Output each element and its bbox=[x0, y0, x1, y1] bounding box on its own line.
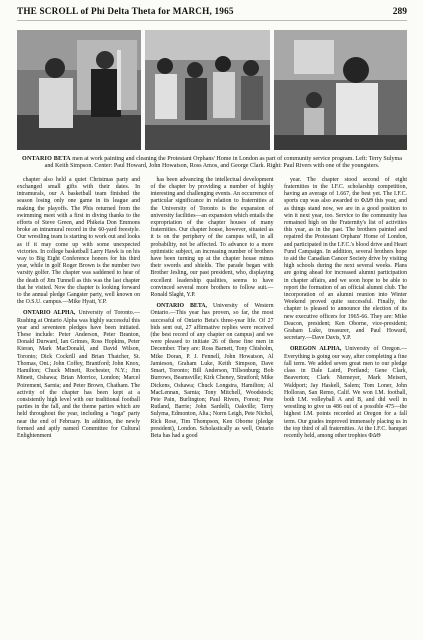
paragraph bbox=[284, 177, 407, 343]
caption-text: men at work painting and cleaning the Protestant Orphans' Home in London as part of community service program. Left: Terry Sulyma and Keith Simpson. Center: Paul Howard, John Howatson, Ross Amos, and George Clark. Right: Paul Rivers with one of the youngsters. bbox=[44, 156, 402, 170]
paragraph bbox=[17, 177, 140, 307]
paragraph bbox=[151, 177, 274, 299]
article-columns bbox=[17, 177, 407, 440]
photo-caption bbox=[17, 156, 407, 171]
paragraph-text: chapter also held a quiet Christmas party and exchanged small gifts with their dates. In intramurals, our A basketball team finished the season losing only one game in its league and making the playoffs. The Phis returned from the swimming meet with a first in diving thanks to the efforts of Steve Green, and Phikeia Don Emmons broke an intramural record in the 60-yard freestyle. Our wrestling team is starting to work out and looks as if it may come up with some unexpected victories. In college basketball Larry Hawk is on his way to Big Eight Conference honors for his third year, while in golf Roger Brown is the number two varsity golfer. The chapter was saddened to hear of the death of Jim Tunnell as this was the last chapter that he visited. Now the chapter is looking forward to the annual pledge Gangster party, well known on the O.S.U. campus.—Mike Hyatt, Y.P. bbox=[17, 176, 140, 306]
photo-center-group bbox=[145, 30, 270, 150]
paragraph bbox=[151, 303, 274, 440]
paragraph-text: University of Toronto.—Rushing at Ontario Alpha was highly successful this year and seventeen pledges have been initiated. These include: Peter Anderson, Peter Branton, Donald Durward, Ian Grimes, Ross Hopkins, Peter Kieran, Mark MacDonald, and David Wilson, Toronto; Dick Cockrill and Brian Thatcher, St. Thomas, Ont.; John Coffey, Brantford; John Knox, Hamilton; Chuck Minett, Rochester, N.Y.; Jim Minett, Oshawa; Brian Morrice, London; Marcel Poirement, Sarnia; and Peter Brown, Chatham. The activity of the chapter has been kept at a consistently high level with our traditional football parties in the fall, and the theme parties which are held throughout the year, including a "toga" party near the end of February. In addition, the newly formed and aptly named Committee for Cultural Enlightenment bbox=[17, 310, 140, 439]
chapter-name: ONTARIO ALPHA, bbox=[23, 310, 76, 317]
page-header bbox=[17, 6, 407, 21]
photo-left-painting bbox=[17, 30, 141, 150]
paragraph-text: University of Oregon.—Everything is going our way, after completing a fine fall term. We added seven great men to our pledge class in Dale Laird, Portland; Gene Clark, Beaverton; Clark Niemeyer, Mark Meisert, Waldport; Jay Haskell, Salem; Tom Loner, John Holloran, San Remo, Calif. We won I.M. football, both I.M. volleyball A and B, and did well in wrestling to give us 486 out of a possible 475—the highest I.M. points recorded at Oregon for a fall term. Our grades improved immensely placing us in the top third of all fraternities. At the I.F.C. banquet recently held, among other trophies ΦΔΘ bbox=[284, 346, 407, 439]
paragraph-text: University of Western Ontario.—This year has proven, so far, the most successful of Ontario Beta's three-year life. Of 27 bids sent out, 27 affirmative replies were received (the best record of any chapter on campus) and we were pleased to initiate 26 of these fine men in December. They are: Ross Barnett, Tony Chisholm, Mike Doran, P. J. Fennell, John Howatson, Al Jamieson, Graham Luke, Keith Simpson, Dave Smart, Toronto; Bill Anderson, Tillsonburg; Bob Burrows, Beamsville; Kirk Cheney, Stratford; Mike Dickens, Oshawa; Chuck Longstra, Hamilton; Al MacLennan, Sarnia; Tony Mitchell, Woodstock; Pete Pain, Burlington; Paul Rivers, Forest; Pete Rutland, Barrie; John Sardelli, Oakville; Terry Sulyma, Edmonton, Alta.; Norm Leigh, Pete Nichol, Rick Rose, Tim Thompson, Ken Oborne (pledge president), London. Scholastically as well, Ontario Beta has had a good bbox=[150, 303, 274, 439]
running-title: THE SCROLL of Phi Delta Theta for MARCH, 1965 bbox=[17, 6, 234, 16]
paragraph bbox=[17, 310, 140, 440]
photo-right-youngster bbox=[274, 30, 407, 150]
column-left bbox=[17, 177, 140, 440]
paragraph-text: year. The chapter stood second of eight fraternities in the I.F.C. scholarship competition, having an average of 1.667, the best yet. The I.F.C. sports cup was also awarded to ΦΔΘ this year, and as things stand now, we are in a good position to win it next year, too. Service to the community has remained high on the Fraternity's list of activities this year, as in the past. The brothers painted and repaired the Protestant Orphans' Home of London, and participated in the I.F.C.'s blood drive and Heart Fund Campaign. In addition, several brothers hope to aid the Canadian Cancer Society drive by visiting high schools during the next several weeks. Plans are going ahead for increased alumni participation in chapter affairs, and we soon hope to be able to report the formation of an official alumni club. The incorporation of an alumni reunion into Winter Weekend proved quite successful. Finally, the chapter is pleased to announce the election of its new executive officers for 1965-66. They are: Mike Deacon, president; Ken Oborne, vice-president; Graham Luke, treasurer, and Paul Howard, secretary.—Dave Davis, Y.P. bbox=[284, 176, 407, 342]
chapter-name: OREGON ALPHA, bbox=[290, 346, 342, 353]
column-right bbox=[284, 177, 407, 440]
caption-lead: ONTARIO BETA bbox=[22, 156, 71, 162]
photo-strip bbox=[17, 30, 407, 150]
page-number: 289 bbox=[392, 7, 407, 17]
paragraph bbox=[284, 346, 407, 440]
paragraph-text: has been advancing the intellectual development of the chapter by providing a number of highly interesting and challenging events. An occurrence of particular significance in relation to fraternities at the University of Toronto is the expansion of university facilities—an expansion which entails the expropriation of the chapter houses of many fraternities. Our chapter house, however, situated as it is on the periphery of the campus will, in all probability, not be affected. To advance to a more optimistic subject, an increasing number of brothers have been turning up at the chapter house minus their swords and shields. The parade began with Brother Jesling, our past president, who, displaying excellent leadership qualities, seems to have convinced several more brothers to follow suit.—Ronald Slaght, Y.P. bbox=[150, 176, 274, 299]
column-middle bbox=[151, 177, 274, 440]
chapter-name: ONTARIO BETA, bbox=[156, 303, 207, 310]
